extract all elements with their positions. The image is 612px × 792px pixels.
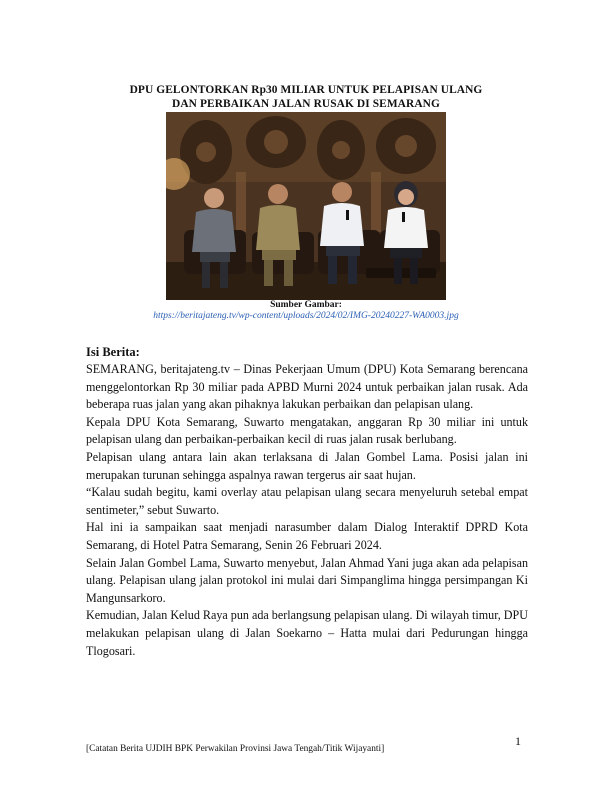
news-body	[86, 361, 528, 660]
paragraph-1: SEMARANG, beritajateng.tv – Dinas Pekerjaan Umum (DPU) Kota Semarang berencana menggelontorkan Rp 30 miliar pada APBD Murni 2024 untuk perbaikan jalan rusak. Ada beberapa ruas jalan yang akan pihaknya lakukan perbaikan dan pelapisan ulang.	[86, 362, 528, 412]
news-title-line-2: DAN PERBAIKAN JALAN RUSAK DI SEMARANG	[172, 97, 440, 110]
image-source-link[interactable]: https://beritajateng.tv/wp-content/uploads/2024/02/IMG-20240227-WA0003.jpg	[153, 311, 459, 321]
paragraph-5: Hal ini ia sampaikan saat menjadi narasumber dalam Dialog Interaktif DPRD Kota Semarang, di Hotel Patra Semarang, Senin 26 Februari 2024.	[86, 520, 528, 552]
footer-note: [Catatan Berita UJDIH BPK Perwakilan Provinsi Jawa Tengah/Titik Wijayanti]	[86, 744, 385, 754]
paragraph-2: Kepala DPU Kota Semarang, Suwarto mengatakan, anggaran Rp 30 miliar ini untuk pelapisan ulang dan perbaikan-perbaikan kecil di ruas jalan rusak berlubang.	[86, 414, 528, 447]
page-number: 1	[515, 734, 521, 748]
body-heading: Isi Berita:	[86, 345, 140, 359]
news-photo	[166, 112, 446, 300]
news-title-line-1: DPU GELONTORKAN Rp30 MILIAR UNTUK PELAPISAN ULANG	[129, 84, 483, 96]
paragraph-6: Selain Jalan Gombel Lama, Suwarto menyebut, Jalan Ahmad Yani juga akan ada pelapisan ulang. Pelapisan ulang jalan protokol ini mulai dari Simpanglima hingga persimpangan Ki Mangunsarkoro.	[86, 555, 528, 605]
paragraph-4: “Kalau sudah begitu, kami overlay atau pelapisan ulang secara menyeluruh setebal empat sentimeter,” sebut Suwarto.	[86, 485, 528, 517]
news-title	[60, 84, 552, 111]
image-caption-label: Sumber Gambar:	[270, 300, 342, 310]
paragraph-7: Kemudian, Jalan Kelud Raya pun ada berlangsung pelapisan ulang. Di wilayah timur, DPU melakukan pelapisan ulang di Jalan Soekarno – Hatta mulai dari Pedurungan hingga Tlogosari.	[86, 608, 528, 658]
paragraph-3: Pelapisan ulang antara lain akan terlaksana di Jalan Gombel Lama. Posisi jalan ini merupakan turunan sehingga aspalnya rawan tergerus air saat hujan.	[86, 449, 528, 482]
